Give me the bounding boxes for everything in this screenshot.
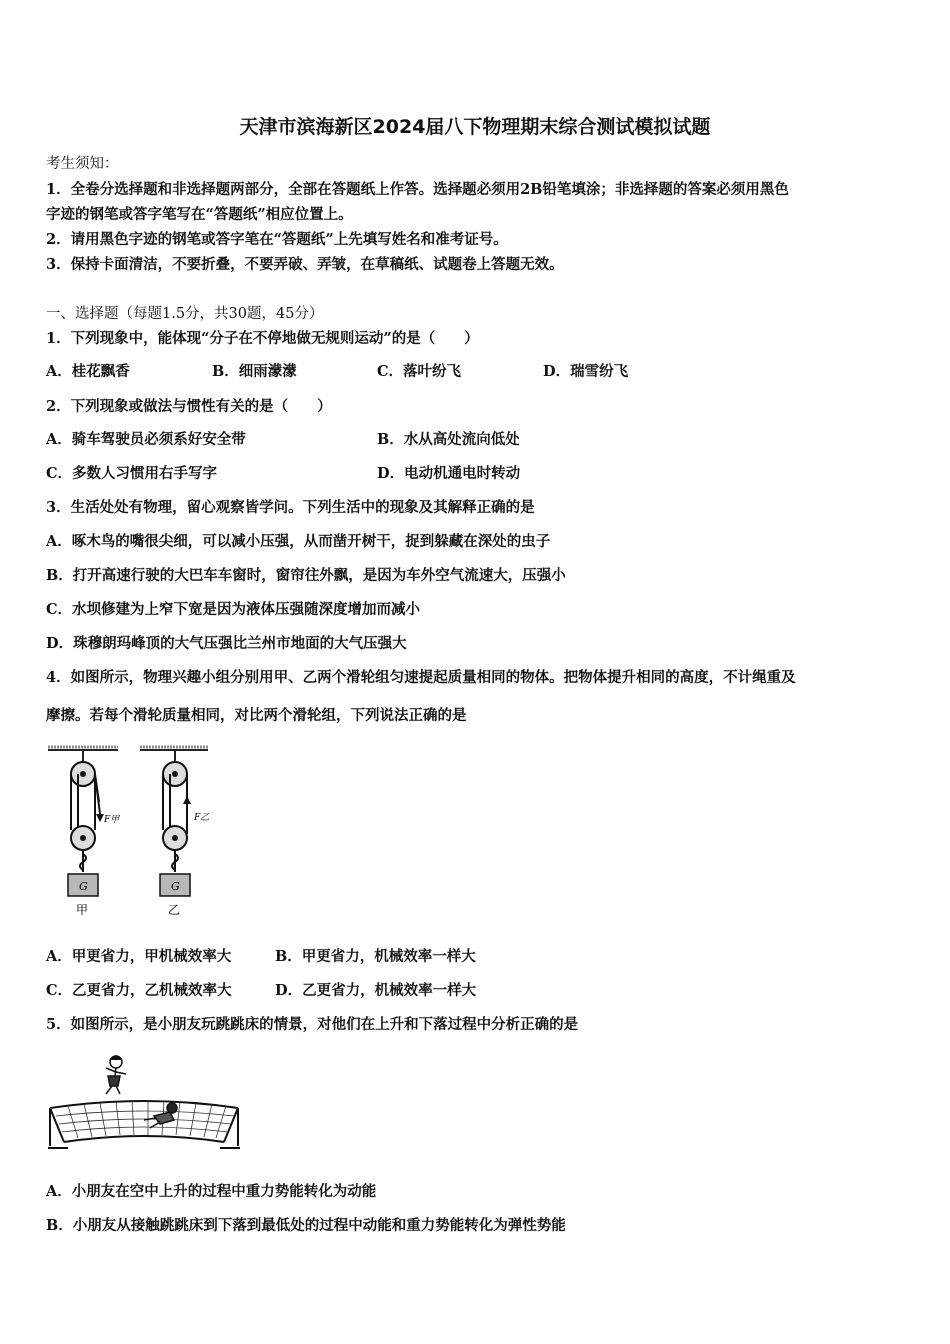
- notice-line-3: 2．请用黑色字迹的钢笔或答字笔在“答题纸”上先填写姓名和准考证号。: [46, 231, 508, 248]
- left-fixed-pulley: [71, 762, 95, 786]
- right-ceiling: [140, 747, 208, 762]
- q1-option-b: B．细雨濛濛: [212, 363, 297, 380]
- landing-child-illustration: [144, 1103, 177, 1128]
- q3-option-b: B．打开高速行驶的大巴车车窗时，窗帘往外飘，是因为车外空气流速大，压强小: [46, 567, 566, 584]
- left-ceiling: [48, 747, 118, 762]
- notice-line-1: 1．全卷分选择题和非选择题两部分，全部在答题纸上作答。选择题必须用2B铅笔填涂；非选择题的答案必须用黑色: [46, 181, 789, 198]
- q2-option-c: C．多数人习惯用右手写字: [46, 465, 218, 482]
- question-4-stem-line-1: 4．如图所示，物理兴趣小组分别用甲、乙两个滑轮组匀速提起质量相同的物体。把物体提升相同的高度，不计绳重及: [46, 669, 796, 686]
- q5-option-b: B．小朋友从接触跳跳床到下落到最低处的过程中动能和重力势能转化为弹性势能: [46, 1217, 566, 1234]
- section-title: 一、选择题（每题1.5分，共30题，45分）: [46, 306, 324, 322]
- right-weight-label: G: [171, 880, 180, 893]
- question-5-stem: 5．如图所示，是小朋友玩跳跳床的情景，对他们在上升和下落过程中分析正确的是: [46, 1016, 579, 1033]
- question-4-stem-line-2: 摩擦。若每个滑轮质量相同，对比两个滑轮组，下列说法正确的是: [46, 707, 467, 724]
- left-caption: 甲: [76, 903, 89, 917]
- notice-line-2: 字迹的钢笔或答字笔写在“答题纸”相应位置上。: [46, 206, 353, 223]
- q3-option-a: A．啄木鸟的嘴很尖细，可以减小压强，从而凿开树干，捉到躲藏在深处的虫子: [46, 533, 551, 550]
- right-movable-pulley: [163, 826, 187, 872]
- right-force-label: F乙: [194, 813, 210, 823]
- trampoline-figure: [44, 1050, 244, 1160]
- question-1-stem: 1．下列现象中，能体现“分子在不停地做无规则运动”的是（ ）: [46, 330, 479, 347]
- q3-option-d: D．珠穆朗玛峰顶的大气压强比兰州市地面的大气压强大: [46, 635, 407, 652]
- page-title: 天津市滨海新区2024届八下物理期末综合测试模拟试题: [239, 116, 711, 138]
- right-caption: 乙: [168, 903, 181, 917]
- question-3-stem: 3．生活处处有物理，留心观察皆学问。下列生活中的现象及其解释正确的是: [46, 499, 535, 516]
- right-fixed-pulley: [163, 762, 187, 786]
- right-force-arrow: [183, 796, 191, 834]
- q2-option-d: D．电动机通电时转动: [377, 465, 521, 482]
- jumping-child-illustration: [106, 1056, 126, 1094]
- question-2-stem: 2．下列现象或做法与惯性有关的是（ ）: [46, 398, 332, 415]
- q2-option-b: B．水从高处流向低处: [377, 431, 520, 448]
- q3-option-c: C．水坝修建为上窄下宽是因为液体压强随深度增加而减小: [46, 601, 421, 618]
- left-force-arrow: [96, 782, 104, 822]
- left-movable-pulley: [71, 826, 95, 872]
- q4-option-d: D．乙更省力，机械效率一样大: [275, 982, 477, 999]
- pulley-figure: [44, 742, 234, 922]
- q1-option-d: D．瑞雪纷飞: [543, 363, 629, 380]
- q5-option-a: A．小朋友在空中上升的过程中重力势能转化为动能: [46, 1183, 377, 1200]
- q2-option-a: A．骑车驾驶员必须系好安全带: [46, 431, 246, 448]
- left-force-label: F甲: [104, 815, 120, 825]
- left-weight-label: G: [79, 880, 88, 893]
- q4-option-c: C．乙更省力，乙机械效率大: [46, 982, 232, 999]
- notice-line-4: 3．保持卡面清洁，不要折叠，不要弄破、弄皱，在草稿纸、试题卷上答题无效。: [46, 256, 564, 273]
- q4-option-a: A．甲更省力，甲机械效率大: [46, 948, 232, 965]
- q1-option-a: A．桂花飘香: [46, 363, 130, 380]
- q4-option-b: B．甲更省力，机械效率一样大: [275, 948, 476, 965]
- q1-option-c: C．落叶纷飞: [377, 363, 462, 380]
- notice-heading: 考生须知：: [46, 156, 119, 172]
